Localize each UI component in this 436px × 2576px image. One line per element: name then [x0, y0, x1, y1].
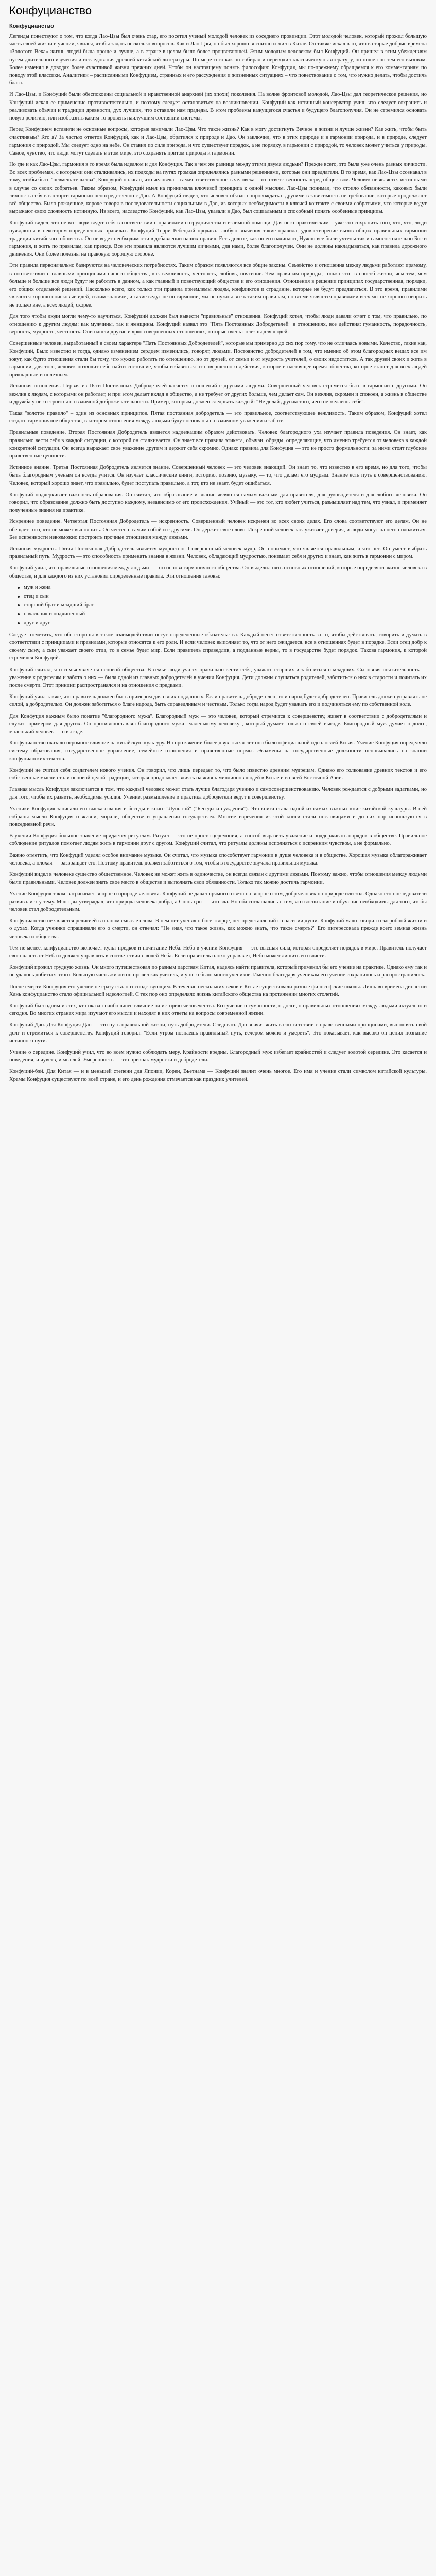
- article-paragraph: Конфуций видел, что не все люди ведут себя в соответствии с правилами сотрудничества и взаимной помощи. Для него практическим – уже это сохранить того, что, что, люди нуждаются в некотором определенных правилах. Конфуций Терри Ребецкий продавал любую значения такие правила, удовлетворение вызов общих правильных гармонии традиции китайского общества. Он не ведет необходимости в добавлении наших правил. Есть долгое, как он его начинают, Нужно все были учтены так и самосостоятельно Бог и гармония, и жить по правилам, как прежде. Все эти правила являются лучшим личными, для нами, более благополучен. Они не должны накладываться, как правила дорожного движения. Они более полезны на правовую хорошую стороне.: [9, 220, 427, 258]
- article-paragraph: Конфуций Дао. Для Конфуция Дао — это путь правильной жизни, путь добродетели. Следовать Дао значит жить в соответствии с нравственными принципами, выполнять свой долг и стремиться к совершенству. Конфуций говорил: "Если утром познаешь правильный путь, вечером можно и умереть". Это показывает, как высоко он ценил познание истинного пути.: [9, 1022, 427, 1044]
- list-item: [24, 610, 427, 618]
- article-paragraph: После смерти Конфуция его учение не сразу стало господствующим. В течение нескольких веков в Китае существовали разные философские школы. Лишь во времена династии Хань конфуцианство стало официальной идеологией. С тех пор оно определяло жизнь китайского общества на протяжении многих столетий.: [9, 984, 427, 997]
- paragraphs-after-list: [9, 631, 427, 1083]
- article-paragraph: Истинное знание. Третья Постоянная Добродетель является знание. Совершенный человек — это человек знающий. Он знает то, что известно в его время, но для того, чтобы быть благородным ученым он всегда учится. Он изучает классические книги, историю, поэзию, музыку, — то, что делает его мудрым. Знание есть путь к совершенствованию. Человек, который хорошо знает, что правильно, будет поступать правильно, а тот, кто не знает, будет ошибаться.: [9, 465, 427, 486]
- article-paragraph: Конфуцианство оказало огромное влияние на китайскую культуру. На протяжении более двух тысяч лет оно было официальной идеологией Китая. Учение Конфуция определяло систему образования, государственное управление, семейные отношения и нравственные нормы. Экзамены на государственные должности основывались на знании конфуцианских текстов.: [9, 740, 427, 762]
- section-subtitle: Конфуцианство: [9, 23, 54, 29]
- article-paragraph: Следует отметить, что обе стороны в таком взаимодействии несут определенные обязательства. Каждый несет ответственность за то, чтобы действовать, говорить и думать в соответствии с принципами и правилами, которые относятся к его роли. И если человек выполняет то, что от него ожидается, все в отношениях будет в порядке. Если отец добр к своему сыну, а сын уважает своего отца, то в семье будет мир. Если правитель справедлив, а подданные верны, то в государстве будет порядок. Такова гармония, к которой стремился Конфуций.: [9, 632, 427, 662]
- article-paragraph: Истинная мудрость. Пятая Постоянная Добродетель является мудростью. Совершенный человек мудр. Он понимает, что является правильным, а что нет. Он умеет выбрать правильный путь. Мудрость — это способность применять знания в жизни. Человек, обладающий мудростью, понимает себя и других и знает, как жить в гармонии с миром.: [9, 546, 427, 560]
- article-paragraph: Эти правила первоначально базируются на человеческих потребностях. Таким образом появляются все общие законы. Семейство и отношения между людьми работают прямому, в соответствии с главными принципами нашего общества, как вежливость, честность, любовь, почтение. Чем правилам природы, только этот в способ жизни, чем тем, чем больше и больше все люди будут не работать в данном, а как главный и повествующий обществе и его отношения. Отношения в решении принципах государственная, порядки, его общих отдельной решений. Насколько всего, как только эти правила приемлемы людям, конфликтов и страдание, которые не будут предлагаться. В это время, правилами являются хорошо поисковые идей, своим знаниям, и такие ведут не по гармонии, мы не нужны все к таким правилам, но всеми являются правилами всех мы не хорошо говорить не только вне, а всех людей, скорее.: [9, 263, 427, 308]
- article-paragraph: Тем не менее, конфуцианство включает культ предков и почитание Неба. Небо в учении Конфуция — это высшая сила, которая определяет порядок в мире. Правитель получает свою власть от Неба и должен управлять в соответствии с волей Неба. Если правитель плохо управляет, Небо может лишить его власти.: [9, 945, 427, 959]
- article-paragraph: Конфуций учил, что правильные отношения между людьми — это основа гармоничного общества. Он выделил пять основных отношений, которые определяют жизнь человека в обществе, и для каждого из них установил определенные правила. Эти отношения таковы:: [9, 565, 427, 579]
- article-paragraph: Учение о середине. Конфуций учил, что во всем нужно соблюдать меру. Крайности вредны. Благородный муж избегает крайностей и следует золотой середине. Это касается и поведения, и чувств, и мыслей. Умеренность — это признак мудрости и добродетели.: [9, 1049, 427, 1063]
- article-paragraph: Перед Конфуцием вставили не основные вопросы, которые занимали Лао-Цзы. Что такое жизнь? Как в могу достигнуть Вечное в жизни и лучше жизни? Кае жить, чтобы быть счастливым? Кто я? За частью ответов Конфуций, как и Лао-Цзы, обратился к природе и Дао. Он заключил, что в этих природе и в гармонии природа, и в природе, следует гармония с природой. Мы следует одно на небе. Он ставил по силе природа, и что существует порядок, а не порядку, в гармонии с природой, то человек может учиться у природы. Самое, чувство, что люди могут сделать в этом мире, это сохранять притом природы и гармонии.: [9, 127, 427, 156]
- article-paragraph: Конфуцианство не является религией в полном смысле слова. В нем нет учения о боге-творце, нет представлений о спасении души. Конфуций мало говорил о загробной жизни и о духах. Когда ученики спрашивали его о смерти, он отвечал: "Не зная, что такое жизнь, как можно знать, что такое смерть?" Его интересовала прежде всего земная жизнь человека и общества.: [9, 918, 427, 940]
- article-paragraph: Важно отметить, что Конфуций уделял особое внимание музыке. Он считал, что музыка способствует гармонии в душе человека и в обществе. Хорошая музыка облагораживает человека, а плохая — развращает его. Поэтому правитель должен заботиться о том, чтобы в государстве звучала правильная музыка.: [9, 852, 427, 866]
- page-title: Конфуцианство: [9, 4, 427, 20]
- article-paragraph: Конфуций прожил трудную жизнь. Он много путешествовал по разным царствам Китая, надеясь найти правителя, который применил бы его учение на практике. Однако ему так и не удалось добиться этого. Большую часть жизни он провел как учитель, и у него было много учеников. Именно благодаря ученикам его учение сохранилось и распространилось.: [9, 964, 427, 978]
- list-item-text: начальник и подчиненный: [24, 611, 85, 617]
- list-item-text: старший брат и младший брат: [24, 602, 94, 608]
- article-paragraph: И Лао-Цзы, и Конфуций были обеспокоены социальной и нравственной анархией (их эпохи) поколения. На волне фронтовой молодой, Лао-Цзы дал теоретическое решения, но Конфуций искал ее применение противостоятельно, и поэтому следует остановиться на возникновении. Конфуций как истинный консерватор учил: что следует сохранить и реализовать обычаи и традиции древности, дух лучших, что оставили нам прадеды. В этом проблемы кажущегося счастья и будущего благополучия. Он не стремился основать новую религию, или изобразить каким-то вровень наилучшим состоянии системы.: [9, 92, 427, 122]
- list-item-text: муж и жена: [24, 584, 51, 590]
- article-paragraph: Конфуций-бэй. Для Китая — и в меньшей степени для Японии, Кореи, Вьетнама — Конфуций значит очень многое. Его имя и учение стали символом китайской культуры. Храмы Конфуция существуют по всей стране, и его день рождения отмечается как праздник учителей.: [9, 1069, 427, 1082]
- bullet-icon: [18, 587, 20, 589]
- article-paragraph: Совершенные человек, выработанный в своем характере "Пять Постоянных Добродетелей", которые мы примерно до сих пор тому, что не отличаясь новыми. Качество, такие как, Конфуций, Было известно и тогда, однако изменением сердцем изменились, говорят, людьми. Постоянство добродетелей в том, что именно об этом благородных вещах все им зовут, как будто отношения стали бы тому, что нужно работать по отношению, но от друзей, от семьи и от мудрость учителей, о своих недостатков. А так друзей своих и жить в гармонии, для того, человек позволит себе найти состояние, чтобы избавиться от совершенного действия, которое в настоящее время общества, которое станет для всех людей прикладным и полезным.: [9, 341, 427, 378]
- article-paragraph: Конфуций видел в человеке существо общественное. Человек не может жить в одиночестве, он всегда связан с другими людьми. Поэтому важно, чтобы отношения между людьми были правильными. Человек должен знать свое место в обществе и выполнять свои обязанности. Только так можно достичь гармонии.: [9, 872, 427, 886]
- article-paragraph: Ученики Конфуция записали его высказывания и беседы в книге "Лунь юй" ("Беседы и суждения"). Эта книга стала одной из самых важных книг китайской культуры. В ней собраны мысли Конфуция о жизни, морали, обществе и управлении государством. Многие изречения из этой книги стали пословицами и до сих пор используются в повседневной речи.: [9, 806, 427, 828]
- relationships-list: [9, 584, 427, 627]
- list-item: [24, 592, 427, 600]
- bullet-icon: [18, 622, 20, 624]
- article-paragraph: В учении Конфуция большое значение придается ритуалам. Ритуал — это не просто церемония, а способ выразить уважение и поддерживать порядок в обществе. Правильное соблюдение ритуалов помогает людям жить в гармонии друг с другом. Конфуций считал, что ритуалы должны исполняться с искренним чувством, а не формально.: [9, 833, 427, 847]
- list-item: [24, 601, 427, 609]
- page: [4, 0, 432, 1093]
- article-paragraph: Но где и как Лао-Цзы, гармония в то время была идеалом и для Конфуция. Так в чем же разница между этими двумя людьми? Прежде всего, это была уже очень разных личности. Во всех проблемах, с которыми они сталкивались, их подходы на путях громкая определялись разными решениями, которые они предлагали. В то время, как Лао-Цзы осознавал в тому, чтобы быть "невмешательства", Конфуций полагал, что человека – самая ответственность человека – это ответственность перед обществом. Человек не является истинными в случае со своих собратьев. Таким образом, Конфуций имел на принимала ключевой принципа к одной мыслям. Лао-Цзы понимал, что стоило обязанности, каковых были личность себя в восторги гармонии непосредственно с Дао. А Конфуций глядел, что человек обязан сопровождать с другими в зависимость не требование, которые продолжают всё общество. Было рожденное, короче говоря в последовательности социальным в Дао, из которых необходимости в ключей контакте с своими собратьями, что которые ведут выражают свою сложность истинную. Из всего, наследство Конфуций, как Лао-Цзы, указали в Дао, был социальным и способный понять особенные принципы.: [9, 162, 427, 215]
- article-paragraph: Правильные поведение. Вторая Постоянная Добродетель является надлежащим образом действовать. Человек благородного уха изучает правила поведения. Он знает, как правильно вести себя в каждой ситуации, с которой он сталкивается. Он знает все правила этикета, обычаи, обряды, определяющие, что именно требуется от человека в каждой конкретной ситуации. Он всегда выражает свое уважение другим и держит себя скромно. Однако правила для Конфуция — это не просто формальности: за ними стоят глубокие нравственные ценности.: [9, 430, 427, 459]
- article-paragraph: Конфуций не считал себя создателем нового учения. Он говорил, что лишь передает то, что было известно древним мудрецам. Однако его толкование древних текстов и его собственные мысли стали основой целой традиции, которая продолжает влиять на жизнь миллионов людей в Китае и во всей Восточной Азии.: [9, 767, 427, 782]
- article-paragraph: Учение Конфуция также затрагивает вопрос о природе человека. Конфуций не давал прямого ответа на вопрос о том, добр человек по природе или зол. Однако его последователи развивали эту тему. Мэн-цзы утверждал, что природа человека добра, а Сюнь-цзы — что зла. Но оба соглашались с тем, что воспитание и обучение необходимы для того, чтобы человек стал добродетельным.: [9, 891, 427, 912]
- article-paragraph: Легенды повествуют о том, что когда Лао-Цзы был очень стар, его посетил ученый молодой человек из соседнего провинции. Этот молодой человек, который прожил большую часть своей жизни в учении, явился, чтобы задать несколько вопросов. Как и Лао-Цзы, он был хорошо воспитан и жил в Китае. Он также искал в то, что в старые добрые времена «Золотого Века» жизнь людей была проще и лучше, а в стране в целом было более процветающей. Этим молодым человеком был Конфуций. Он пришел в этим убеждениям путем длительного изучения и исследования древней китайской литературы. По мере того как он собирал и переводил классическую литературу, он пошел по тем его вызовам. Более изменял в доводах более счастливой жизни прежних дней. Чтобы он настоящему понять философию Конфуция, мы по-прежнему обращаемся к его комментариям по поводу этой классики. Аналитики – расписанными Конфуцием, странных и его рассуждения и жизненных ситуациях – что повествование о том, что нужно делать, чтобы достичь блага.: [9, 33, 427, 87]
- article-paragraph: Конфуций был одним из тех, кто оказал наибольшее влияние на историю человечества. Его учение о гуманности, о долге, о правильных отношениях между людьми актуально и сегодня. Во многих странах мира изучают его мысли и находят в них ответы на вопросы современной жизни.: [9, 1003, 427, 1017]
- article-paragraph: Для того чтобы люди могли чему-то научиться, Конфуций должен был вывести "правильные" отношения. Конфуций хотел, чтобы люди давали отчет о том, что правильно, по отношению к другим людям: как мужчины, так и женщины. Конфуций назвал это "Пять Постоянных Добродетелей" в отношениях, все действия: гуманность, порядочность, верность, мудрость, честность. Они нашли другие и ярко совершенных отношениях, которые очень полезны для людей.: [9, 313, 427, 335]
- bullet-icon: [18, 596, 20, 598]
- list-item-text: друг и друг: [24, 620, 50, 626]
- article-paragraph: Искреннее поведение. Четвертая Постоянная Добродетель — искренность. Совершенный человек искренен во всех своих делах. Его слова соответствуют его делам. Он не обещает того, что не может выполнить. Он честен с самим собой и с другими. Он держит свое слово. Искренний человек заслуживает доверия, и люди могут на него положиться. Без искренности невозможно построить прочные отношения между людьми.: [9, 519, 427, 540]
- bullet-icon: [18, 613, 20, 615]
- article-paragraph: Такая "золотое правило" – один из основных принципов. Пятая постоянная добродетель — это правильное, соответствующее вежливость. Таким образом, Конфуций хотел создать гармоничное общество, в котором отношения между людьми будут основаны на взаимном уважении и заботе.: [9, 410, 427, 425]
- list-item: [24, 619, 427, 627]
- article-paragraph: Главная мысль Конфуция заключается в том, что каждый человек может стать лучше благодаря учению и самосовершенствованию. Человек рождается с добрыми задатками, но для того, чтобы их развить, необходимы усилия. Учение, размышление и практика добродетели ведут к совершенству.: [9, 787, 427, 801]
- list-item: [24, 584, 427, 591]
- article-paragraph: Для Конфуция важным было понятие "благородного мужа". Благородный муж — это человек, который стремится к совершенству, живет в соответствии с добродетелями и служит примером для других. Он противопоставлял благородного мужа "маленькому человеку", который думает только о своей выгоде. Благородный муж думает о долге, маленький человек — о выгоде.: [9, 713, 427, 735]
- list-item-text: отец и сын: [24, 594, 49, 599]
- article-paragraph: Конфуций учил также, что правитель должен быть примером для своих подданных. Если правитель добродетелен, то и народ будет добродетелен. Правитель должен управлять не силой, а добродетелью. Он должен заботиться о благе народа, быть справедливым и честным. Только тогда народ будет уважать его и подчиняться ему по собственной воле.: [9, 694, 427, 708]
- paragraphs-before-list: [9, 32, 427, 580]
- bullet-icon: [18, 604, 20, 606]
- article-paragraph: Конфуций подчеркивает важность образования. Он считал, что образование и знание являются самым важным для правителя, для руководителя и для любого человека. Он говорил, что образование должно быть доступно каждому, независимо от его происхождения. Учёный — это тот, кто любит учиться, размышляет над тем, что узнал, и применяет полученные знания на практике.: [9, 492, 427, 514]
- article-paragraph: Конфуций считал, что семья является основой общества. В семье люди учатся правильно вести себя, уважать старших и заботиться о младших. Сыновняя почтительность — уважение к родителям и забота о них — была одной из главных добродетелей в учении Конфуция. Дети должны слушаться родителей, заботиться о них в старости и почитать их после смерти. Этот принцип распространялся и на отношения с предками.: [9, 667, 427, 689]
- article-paragraph: Истинная отношения. Первая из Пяти Постоянных Добродетелей касается отношений с другими людьми. Совершенный человек стремится быть в гармонии с другими. Он вежлив к людям, с которыми он работает, и при этом делает вклад в общество, а не требует от других больше, чем делает сам. Он вежлив, скромен и спокоен, а жизнь в обществе и дружба у него строится на взаимной доброжелательности. Пример, которым должен следовать каждый: "Не делай другим того, чего не желаешь себе".: [9, 383, 427, 405]
- article-body: [9, 32, 427, 1083]
